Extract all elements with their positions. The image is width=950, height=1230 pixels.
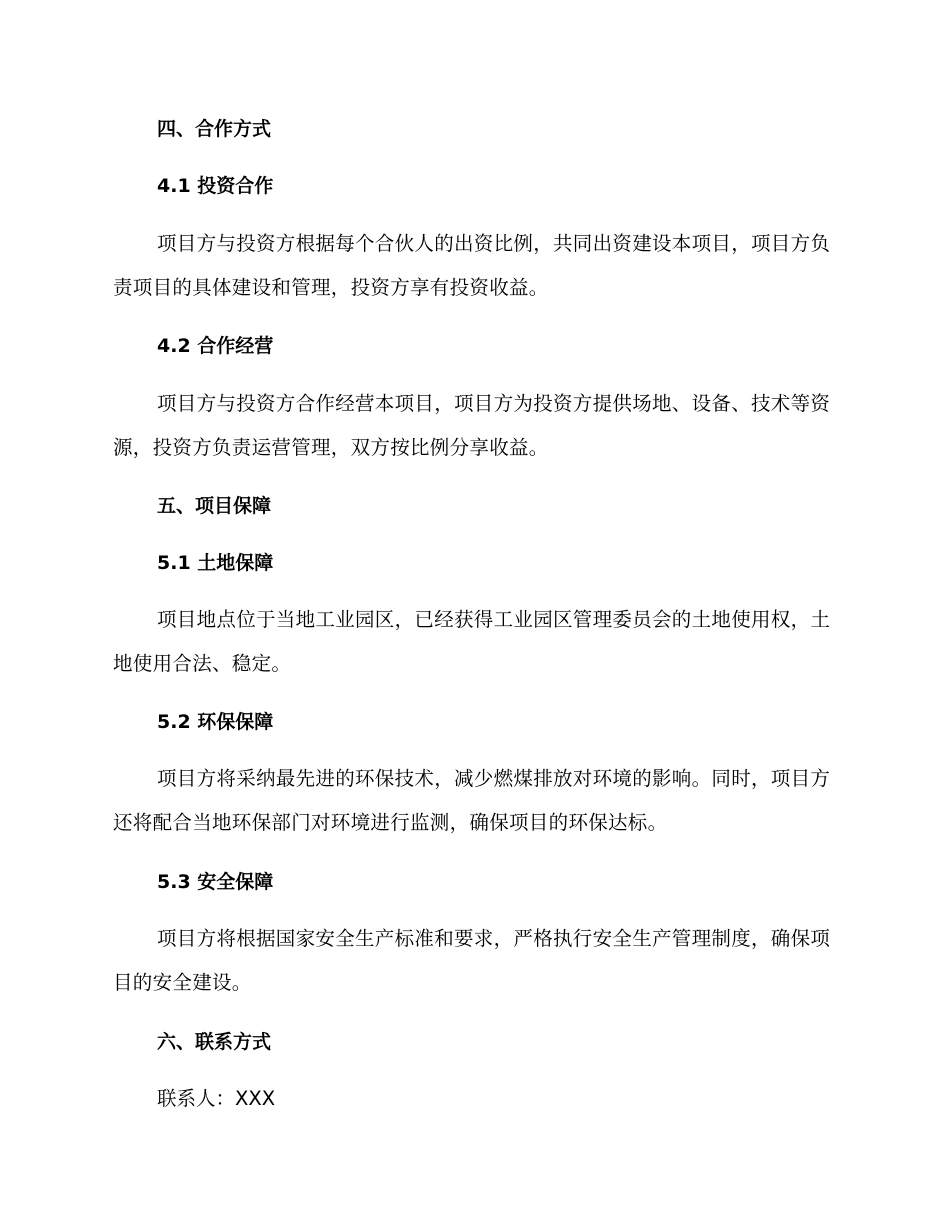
subheading-land-guarantee: 5.1 土地保障 (157, 552, 274, 574)
section-heading-project-guarantee: 五、项目保障 (157, 495, 272, 517)
paragraph-environmental-guarantee: 项目方将采纳最先进的环保技术，减少燃煤排放对环境的影响。同时，项目方还将配合当地环保部门对环境进行监测，确保项目的环保达标。 (113, 767, 831, 834)
subheading-environmental-guarantee: 5.2 环保保障 (157, 711, 274, 733)
subheading-safety-guarantee: 5.3 安全保障 (157, 871, 274, 893)
paragraph-joint-operation: 项目方与投资方合作经营本项目，项目方为投资方提供场地、设备、技术等资源，投资方负责运营管理，双方按比例分享收益。 (113, 392, 831, 459)
paragraph-land-guarantee: 项目地点位于当地工业园区，已经获得工业园区管理委员会的土地使用权，土地使用合法、稳定。 (113, 608, 831, 675)
section-heading-contact: 六、联系方式 (157, 1031, 272, 1053)
subheading-investment-cooperation: 4.1 投资合作 (157, 175, 274, 197)
subheading-joint-operation: 4.2 合作经营 (157, 335, 274, 357)
paragraph-safety-guarantee: 项目方将根据国家安全生产标准和要求，严格执行安全生产管理制度，确保项目的安全建设。 (113, 927, 831, 994)
section-heading-cooperation: 四、合作方式 (157, 118, 272, 140)
contact-person: 联系人：XXX (157, 1087, 276, 1110)
paragraph-investment-cooperation: 项目方与投资方根据每个合伙人的出资比例，共同出资建设本项目，项目方负责项目的具体建设和管理，投资方享有投资收益。 (113, 232, 831, 299)
